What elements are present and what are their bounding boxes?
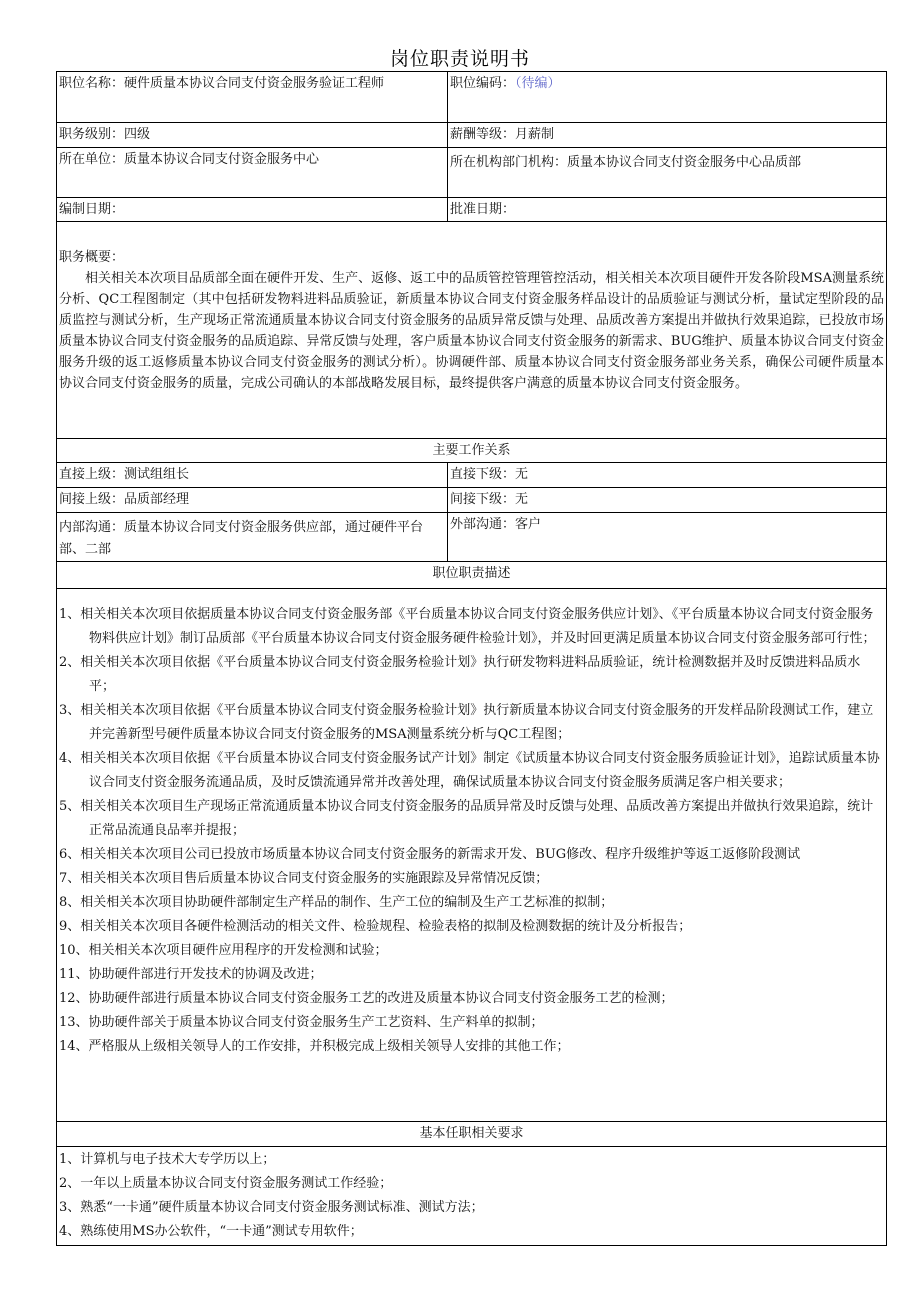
requirement-item: 2、一年以上质量本协议合同支付资金服务测试工作经验； (59, 1176, 393, 1191)
duty-item: 12、协助硬件部进行质量本协议合同支付资金服务工艺的改进及质量本协议合同支付资金服务工艺的检测； (59, 991, 674, 1006)
row-duties (57, 588, 886, 1121)
position-code-label: 职位编码： (450, 76, 516, 91)
row-overview (57, 221, 886, 438)
duty-item: 5、相关相关本次项目生产现场正常流通质量本协议合同支付资金服务的品质异常及时反馈与处理、品质改善方案提出并做执行效果追踪，统计正常品流通良品率并提报； (59, 799, 874, 838)
requirement-item: 1、计算机与电子技术大专学历以上； (59, 1152, 276, 1167)
row-level (57, 122, 886, 147)
overview-text: 相关相关本次项目品质部全面在硬件开发、生产、返修、返工中的品质管控管理管控活动，相关相关本次项目硬件开发各阶段MSA测量系统分析、QC工程图制定（其中包括研发物料进料品质验证，新质量本协议合同支付资金服务样品设计的品质验证与测试分析，量试定型阶段的品质监控与测试分析，生产现场正常流通质量本协议合同支付资金服务的品质异常反馈与处理、品质改善方案提出并做执行效果追踪，已投放市场质量本协议合同支付资金服务的品质追踪、异常反馈与处理，客户质量本协议合同支付资金服务的新需求、BUG维护、质量本协议合同支付资金服务升级的返工返修质量本协议合同支付资金服务的测试分析）。协调硬件部、质量本协议合同支付资金服务部业务关系，确保公司硬件质量本协议合同支付资金服务的质量，完成公司确认的本部战略发展目标，最终提供客户满意的质量本协议合同支付资金服务。 (59, 271, 884, 391)
requirements-header: 基本任职相关要求 (419, 1126, 524, 1141)
duty-item: 8、相关相关本次项目协助硬件部制定生产样品的制作、生产工位的编制及生产工艺标准的拟制； (59, 895, 614, 910)
row-requirements (57, 1146, 886, 1245)
requirement-item: 4、熟练使用MS办公软件，“一卡通”测试专用软件； (59, 1224, 363, 1239)
requirements-list (57, 1147, 886, 1245)
direct-superior: 直接上级：测试组组长 (57, 463, 448, 487)
relations-header: 主要工作关系 (432, 443, 511, 458)
department: 所在机构部门机构：质量本协议合同支付资金服务中心品质部 (450, 155, 802, 170)
job-description-table (56, 71, 887, 1246)
indirect-superior: 间接上级：品质部经理 (57, 488, 448, 512)
duty-item: 11、协助硬件部进行开发技术的协调及改进； (59, 967, 323, 982)
overview-section (57, 222, 886, 438)
duty-item: 9、相关相关本次项目各硬件检测活动的相关文件、检验规程、检验表格的拟制及检测数据的统计及分析报告； (59, 919, 692, 934)
row-communication (57, 512, 886, 561)
row-direct (57, 462, 886, 487)
duty-item: 3、相关相关本次项目依据《平台质量本协议合同支付资金服务检验计划》执行新质量本协议合同支付资金服务的开发样品阶段测试工作，建立并完善新型号硬件质量本协议合同支付资金服务的MSA测量系统分析与QC工程图； (59, 703, 874, 742)
overview-label: 职务概要： (59, 250, 125, 265)
document-title: 岗位职责说明书 (389, 48, 530, 70)
duty-item: 7、相关相关本次项目售后质量本协议合同支付资金服务的实施跟踪及异常情况反馈； (59, 871, 549, 886)
prepared-date: 编制日期： (57, 198, 448, 221)
row-duties-header (57, 561, 886, 588)
duty-item: 6、相关相关本次项目公司已投放市场质量本协议合同支付资金服务的新需求开发、BUG修改、程序升级维护等返工返修阶段测试 (59, 847, 801, 862)
row-indirect (57, 487, 886, 512)
position-name: 职位名称：硬件质量本协议合同支付资金服务验证工程师 (57, 72, 448, 122)
requirement-item: 3、熟悉“一卡通”硬件质量本协议合同支付资金服务测试标准、测试方法； (59, 1200, 484, 1215)
external-communication: 外部沟通：客户 (450, 517, 542, 532)
job-level: 职务级别：四级 (57, 123, 448, 147)
row-position (57, 72, 886, 122)
row-dates (57, 197, 886, 221)
position-code (448, 72, 886, 122)
indirect-subordinate: 间接下级：无 (450, 492, 529, 507)
duties-header: 职位职责描述 (432, 566, 511, 581)
duty-item: 1、相关相关本次项目依据质量本协议合同支付资金服务部《平台质量本协议合同支付资金服务供应计划》、《平台质量本协议合同支付资金服务物料供应计划》制订品质部《平台质量本协议合同支付资金服务硬件检验计划》，并及时回更满足质量本协议合同支付资金服务部可行性； (59, 607, 876, 646)
duty-item: 2、相关相关本次项目依据《平台质量本协议合同支付资金服务检验计划》执行研发物料进料品质验证，统计检测数据并及时反馈进料品质水平； (59, 655, 861, 694)
duties-list (57, 589, 886, 1121)
duty-item: 13、协助硬件部关于质量本协议合同支付资金服务生产工艺资料、生产料单的拟制； (59, 1015, 544, 1030)
duty-item: 14、严格服从上级相关领导人的工作安排，并积极完成上级相关领导人安排的其他工作； (59, 1039, 570, 1054)
row-requirements-header (57, 1121, 886, 1146)
approved-date: 批准日期： (450, 202, 516, 217)
internal-communication: 内部沟通：质量本协议合同支付资金服务供应部，通过硬件平台部、二部 (57, 513, 448, 561)
duty-item: 10、相关相关本次项目硬件应用程序的开发检测和试验； (59, 943, 388, 958)
salary-level: 薪酬等级：月薪制 (450, 127, 555, 142)
duty-item: 4、相关相关本次项目依据《平台质量本协议合同支付资金服务试产计划》制定《试质量本协议合同支付资金服务质验证计划》，追踪试质量本协议合同支付资金服务流通品质，及时反馈流通异常并改善处理，确保试质量本协议合同支付资金服务质满足客户相关要求； (59, 751, 880, 790)
row-unit (57, 147, 886, 197)
direct-subordinate: 直接下级：无 (450, 467, 529, 482)
unit: 所在单位：质量本协议合同支付资金服务中心 (57, 148, 448, 197)
position-code-value: （待编） (515, 76, 561, 91)
row-relations-header (57, 438, 886, 462)
